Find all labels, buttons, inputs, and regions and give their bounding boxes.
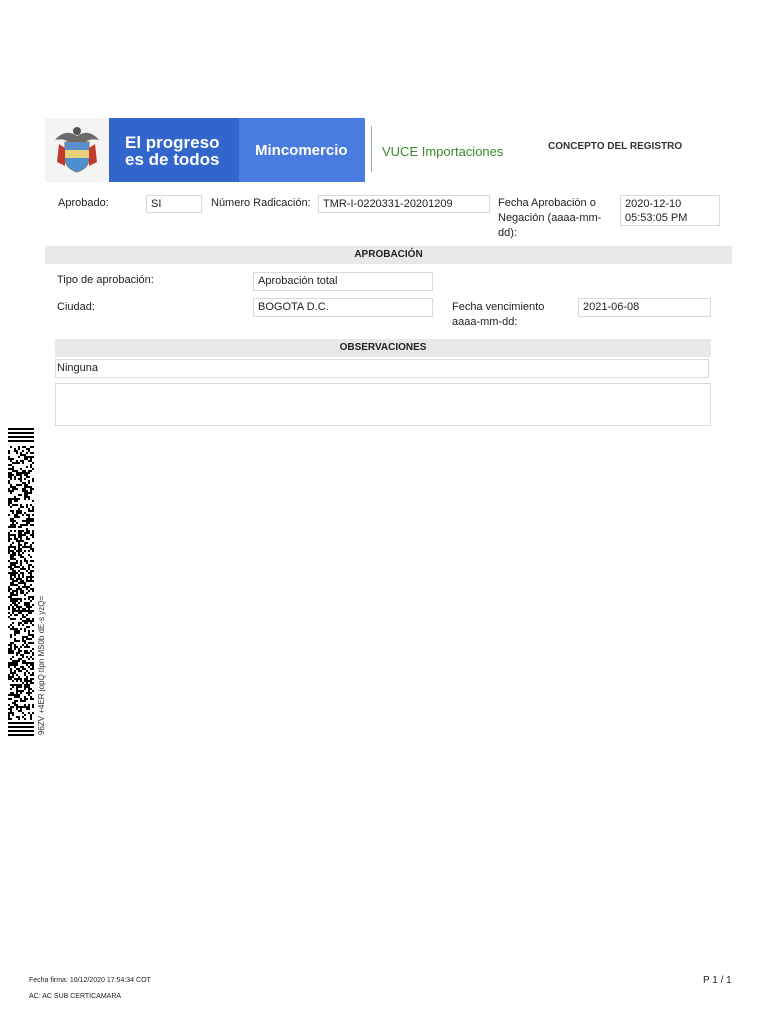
system-name: VUCE Importaciones — [382, 144, 504, 159]
observaciones-field: Ninguna — [55, 359, 709, 378]
fecha-aprobacion-label-line-3: dd): — [498, 227, 517, 239]
fecha-vencimiento-label — [452, 300, 544, 330]
page-number: P 1 / 1 — [703, 975, 732, 986]
ministry-name: Mincomercio — [255, 142, 348, 159]
radicacion-label: Número Radicación: — [211, 197, 311, 209]
coat-of-arms-logo — [45, 118, 109, 182]
ac-issuer: AC: AC SUB CERTICAMARA — [29, 993, 122, 1000]
aprobado-label: Aprobado: — [58, 197, 109, 209]
tipo-aprobacion-label: Tipo de aprobación: — [57, 274, 154, 286]
observaciones-extra-box — [55, 383, 711, 426]
fecha-aprobacion-field — [620, 195, 720, 226]
document-title: CONCEPTO DEL REGISTRO — [548, 141, 683, 152]
fecha-firma: Fecha firma: 10/12/2020 17:54:34 COT — [29, 977, 151, 984]
fecha-aprobacion-date: 2020-12-10 — [625, 198, 682, 210]
pdf417-barcode — [8, 428, 34, 738]
slogan — [125, 134, 219, 168]
aprobado-field: SI — [146, 195, 202, 213]
fecha-vencimiento-label-line-1: Fecha vencimiento — [452, 301, 545, 313]
fecha-aprobacion-label-line-1: Fecha Aprobación o — [498, 197, 596, 209]
header-divider — [371, 126, 372, 172]
fecha-vencimiento-field: 2021-06-08 — [578, 298, 711, 317]
fecha-aprobacion-time: 05:53:05 PM — [625, 212, 688, 224]
radicacion-field: TMR-I-0220331-20201209 — [318, 195, 490, 213]
barcode-code-text: 96ZV +4ER jopQ tIpn MS0b dE-s yzQ= — [37, 595, 46, 735]
slogan-line-2: es de todos — [125, 150, 220, 169]
document-header — [45, 118, 690, 182]
aprobacion-section-header: APROBACIÓN — [45, 246, 732, 264]
fecha-aprobacion-label — [498, 196, 601, 241]
tipo-aprobacion-field: Aprobación total — [253, 272, 433, 291]
fecha-aprobacion-label-line-2: Negación (aaaa-mm- — [498, 212, 602, 224]
slogan-line-1: El progreso — [125, 133, 220, 152]
ciudad-field: BOGOTA D.C. — [253, 298, 433, 317]
ciudad-label: Ciudad: — [57, 301, 95, 313]
fecha-vencimiento-label-line-2: aaaa-mm-dd: — [452, 316, 518, 328]
observaciones-section-header: OBSERVACIONES — [55, 339, 711, 357]
